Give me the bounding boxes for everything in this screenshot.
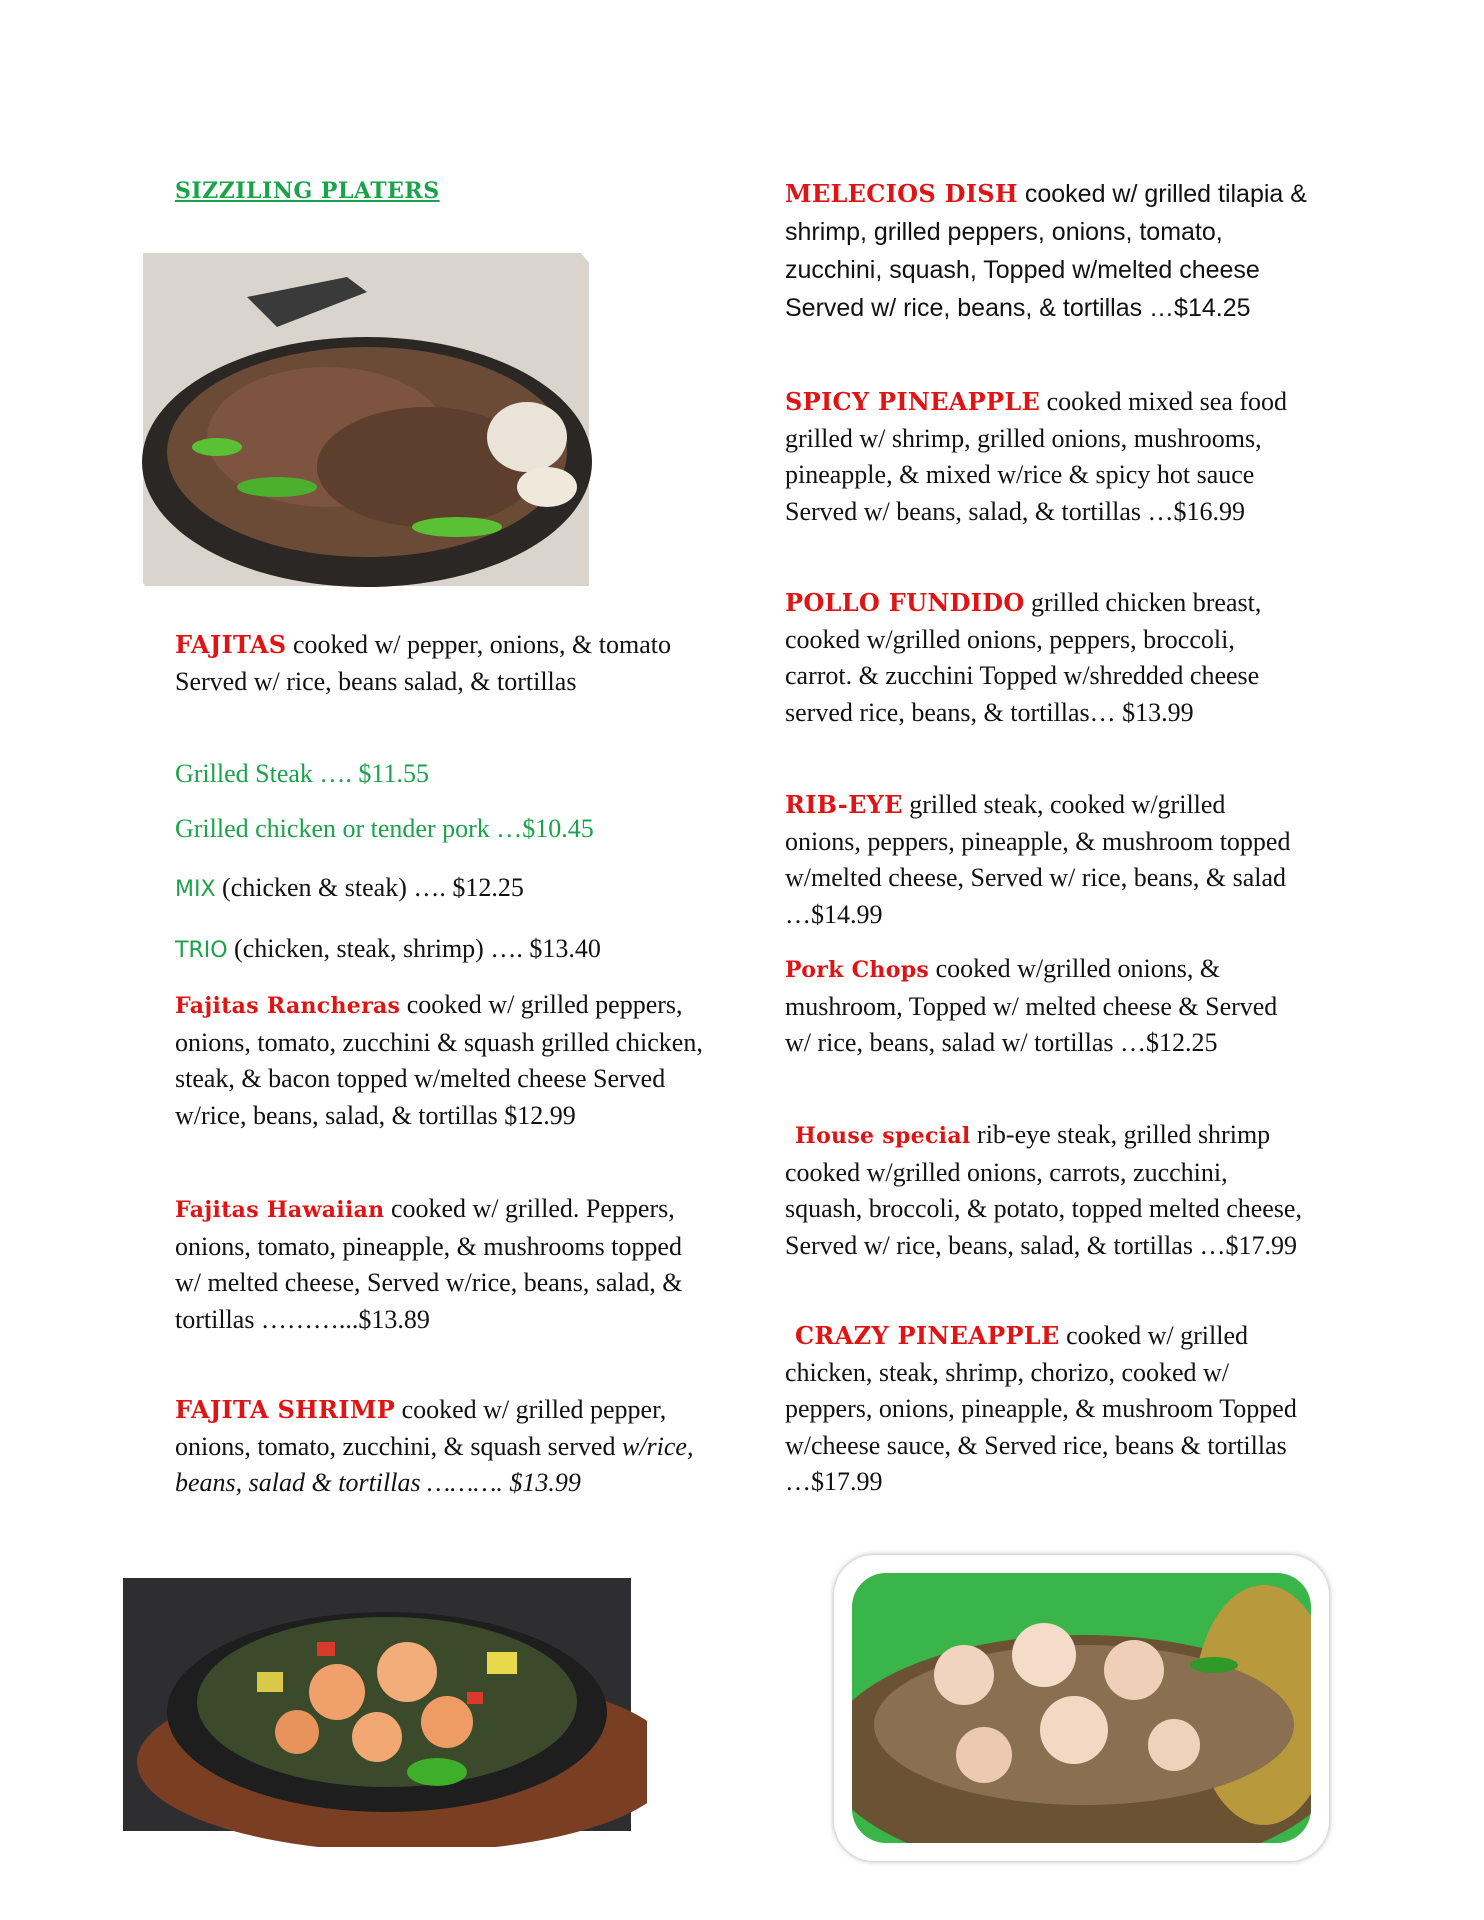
pineapple-shrimp-photo [834, 1555, 1329, 1861]
pork-chops-item [785, 951, 1305, 1062]
item-description: cooked w/ grilled tilapia & shrimp, grilled peppers, onions, tomato, zucchini, squash, Topped w/melted cheese Served w/ rice, beans, & tortillas …$14.25 [785, 180, 1307, 322]
trio-label: TRIO [175, 938, 228, 963]
item-description: cooked w/ pepper, onions, & tomato Served w/ rice, beans salad, & tortillas [175, 630, 671, 696]
mix-label: MIX [175, 877, 216, 902]
fajitas-item [175, 627, 695, 700]
item-description: grilled steak, cooked w/grilled onions, peppers, pineapple, & mushroom topped w/melted cheese, Served w/ rice, beans, & salad …$14.99 [785, 790, 1291, 929]
item-description: rib-eye steak, grilled shrimp cooked w/grilled onions, carrots, zucchini, squash, broccoli, & potato, topped melted cheese, Served w/ rice, beans, salad, & tortillas …$17.99 [785, 1120, 1302, 1260]
item-name: Pork Chops [785, 957, 930, 983]
item-name: Fajitas Hawaiian [175, 1197, 385, 1223]
house-special-item [785, 1117, 1310, 1264]
mix-text: (chicken & steak) …. $12.25 [215, 873, 524, 902]
item-name: FAJITA SHRIMP [175, 1395, 396, 1424]
fajita-shrimp-item [175, 1392, 695, 1502]
fajitas-option-chicken: Grilled chicken or tender pork …$10.45 [175, 814, 594, 843]
rib-eye-item [785, 787, 1305, 933]
item-name: FAJITAS [175, 630, 287, 659]
item-description: grilled chicken breast, cooked w/grilled onions, peppers, broccoli, carrot. & zucchini Topped w/shredded cheese served rice, beans, & tortillas… $13.99 [785, 588, 1262, 727]
item-name: Fajitas Rancheras [175, 993, 401, 1019]
item-description: cooked w/ grilled pepper, onions, tomato, zucchini, & squash served [175, 1395, 667, 1461]
melecios-dish-item [785, 175, 1315, 327]
crazy-pineapple-item [785, 1318, 1305, 1501]
item-name: POLLO FUNDIDO [785, 588, 1025, 617]
item-name: SPICY PINEAPPLE [785, 387, 1041, 416]
fajitas-trio [175, 931, 695, 970]
item-description: cooked w/ grilled chicken, steak, shrimp, chorizo, cooked w/ peppers, onions, pineapple, & mushroom Topped w/cheese sauce, & Served rice, beans & tortillas …$17.99 [785, 1321, 1297, 1496]
item-name: House special [795, 1123, 971, 1149]
item-description: cooked w/ grilled peppers, onions, tomato, zucchini & squash grilled chicken, steak, & bacon topped w/melted cheese Served w/rice, beans, salad, & tortillas $12.99 [175, 990, 703, 1130]
shrimp-fajitas-photo [107, 1562, 647, 1847]
fajitas-option-steak: Grilled Steak …. $11.55 [175, 759, 429, 788]
item-name: RIB-EYE [785, 790, 903, 819]
section-title: SIZZILING PLATERS [175, 178, 440, 204]
item-description-italic: w/rice, beans, salad & tortillas ………. $13.99 [175, 1431, 694, 1497]
trio-text: (chicken, steak, shrimp) …. $13.40 [227, 934, 601, 963]
fajitas-rancheras-item [175, 987, 710, 1134]
item-description: cooked w/grilled onions, & mushroom, Topped w/ melted cheese & Served w/ rice, beans, salad w/ tortillas …$12.25 [785, 954, 1278, 1057]
fajitas-mix [175, 870, 695, 909]
item-description: cooked w/ grilled. Peppers, onions, tomato, pineapple, & mushrooms topped w/ melted cheese, Served w/rice, beans, salad, & tortillas ………...$13.89 [175, 1194, 683, 1334]
pollo-fundido-item [785, 585, 1305, 731]
item-description: cooked mixed sea food grilled w/ shrimp, grilled onions, mushrooms, pineapple, & mixed w/rice & spicy hot sauce Served w/ beans, salad, & tortillas …$16.99 [785, 387, 1288, 526]
fajitas-hawaiian-item [175, 1191, 695, 1338]
item-name: CRAZY PINEAPPLE [795, 1321, 1060, 1350]
item-name: MELECIOS DISH [785, 179, 1018, 208]
spicy-pineapple-item [785, 384, 1315, 530]
steak-fajitas-photo [127, 237, 605, 602]
